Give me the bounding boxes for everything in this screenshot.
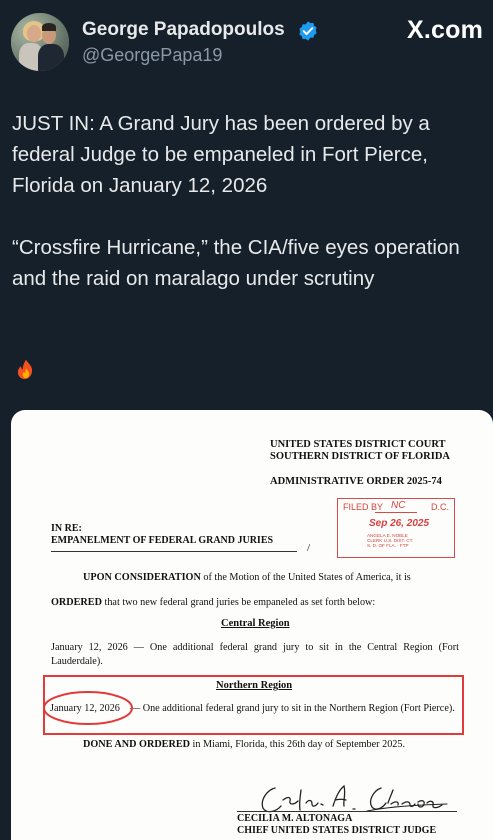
northern-region-date: January 12, 2026 [50, 703, 120, 714]
user-handle[interactable]: @GeorgePapa19 [82, 45, 223, 65]
filed-stamp: FILED BY NC D.C. Sep 26, 2025 ANGELA E. NOBLE CLERK U.S. DIST. CT. S. D. OF FLA. · FTP [337, 498, 455, 558]
northern-region-text: — One additional federal grand jury to sit in the Northern Region (Fort Pierce). [130, 703, 455, 714]
judge-signature-block: CECILIA M. ALTONAGA CHIEF UNITED STATES DISTRICT JUDGE [237, 813, 437, 836]
consideration-paragraph: UPON CONSIDERATION of the Motion of the United States of America, it is [83, 572, 411, 583]
display-name[interactable]: George Papadopoulos [82, 19, 285, 40]
central-region-text: January 12, 2026 — One additional federal grand jury to sit in the Central Region (Fort Lauderdale). [51, 642, 459, 667]
signature-line [237, 811, 457, 812]
brand-watermark: X.com [406, 16, 483, 44]
fire-emoji-icon [14, 358, 38, 382]
caption-rule [51, 551, 297, 552]
done-ordered-paragraph: DONE AND ORDERED in Miami, Florida, this 26th day of September 2025. [83, 739, 406, 750]
ordered-paragraph: ORDERED that two new federal grand juries be empaneled as set forth below: [51, 597, 376, 608]
court-heading: UNITED STATES DISTRICT COURT SOUTHERN DISTRICT OF FLORIDA [270, 439, 450, 462]
avatar[interactable] [11, 13, 69, 71]
tweet-body [12, 108, 487, 325]
tweet-header [0, 0, 493, 80]
tweet-paragraph: JUST IN: A Grand Jury has been ordered by a federal Judge to be empaneled in Fort Pierce, Florida on January 12, 2026 [12, 112, 430, 197]
tweet-paragraph: “Crossfire Hurricane,” the CIA/five eyes operation and the raid on maralago under scrutiny [12, 236, 460, 290]
highlight-ellipse [41, 689, 135, 727]
verified-badge-icon [297, 20, 319, 42]
northern-region-heading: Northern Region [216, 680, 293, 691]
case-caption: IN RE: EMPANELMENT OF FEDERAL GRAND JURIES [51, 523, 274, 546]
caption-slash: / [307, 542, 311, 554]
court-order-image[interactable] [11, 410, 493, 840]
central-region-heading: Central Region [221, 618, 290, 629]
order-number: ADMINISTRATIVE ORDER 2025-74 [270, 476, 442, 487]
